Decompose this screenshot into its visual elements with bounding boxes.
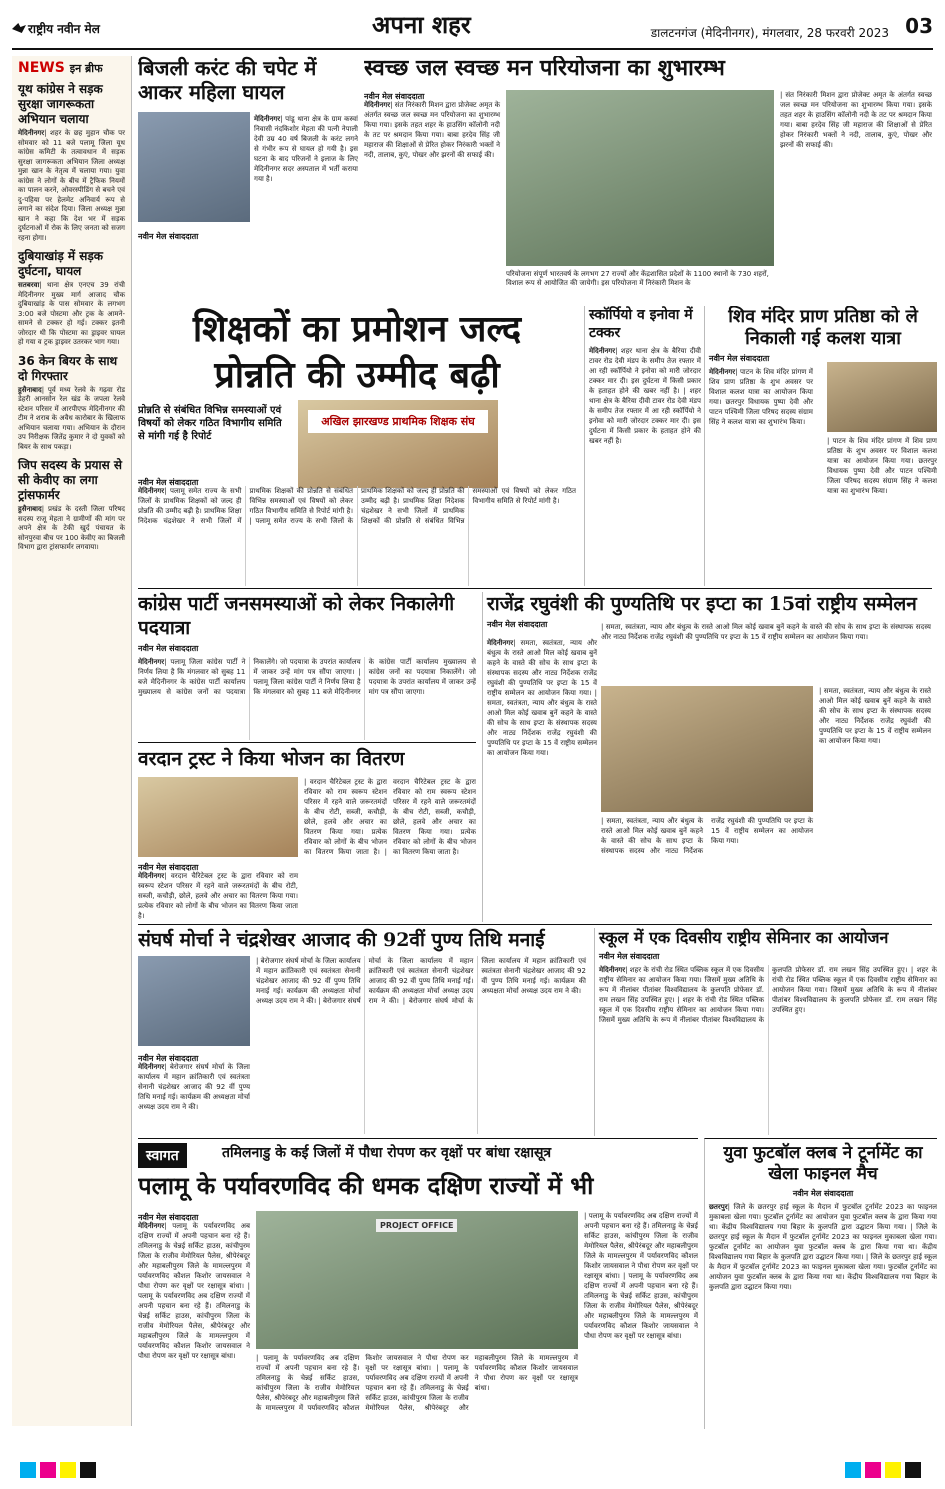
brief-item bbox=[18, 354, 125, 453]
article-seminar bbox=[594, 928, 937, 1136]
body: | पलामू के पर्यावरणविद अब दक्षिण राज्यों में अपनी पहचान बना रहे हैं। तमिलनाडु के चेन्नई सर्किट हाउस, कांचीपुरम जिला के राजीव मेमोरियल पैलेस, श्रीपेरंबदूर और महाबलीपुरम जिले के मामल्लपुरम में पर्यावरणविद कौशल किशोर जायसवाल ने पौधा रोपण कर वृक्षों पर रक्षासूत्र बांधा। bbox=[584, 1212, 698, 1280]
brief-text bbox=[18, 281, 125, 348]
body: | पाटन के शिव मंदिर प्रांगण में शिव प्राण प्रतिष्ठा के शुभ अवसर पर विशाल कलश यात्रा का आयोजन किया गया। छतरपुर विधायक पुष्पा देवी और पाटन पश्चिमी जिला परिषद सदस्य संग्राम सिंह ने कलश यात्रा का शुभारंभ किया। bbox=[827, 437, 937, 495]
article-text bbox=[487, 638, 597, 918]
brief-text bbox=[18, 386, 125, 453]
byline: नवीन मेल संवाददाता bbox=[138, 478, 199, 487]
body-cont: | पलामू के पर्यावरणविद अब दक्षिण राज्यों में अपनी पहचान बना रहे हैं। तमिलनाडु के चेन्नई सर्किट हाउस, कांचीपुरम जिला के राजीव मेमोरियल पैलेस, श्रीपेरंबदूर और महाबलीपुरम जिले के मामल्लपुरम में पर्यावरणविद कौशल किशोर जायसवाल ने पौधा रोपण कर वृक्षों पर रक्षासूत्र बांधा। bbox=[584, 1272, 698, 1340]
headline-line1: शिक्षकों का प्रमोशन जल्द bbox=[192, 308, 522, 350]
body: | बेरोजगार संघर्ष मोर्चा के जिला कार्यालय में महान क्रांतिकारी एवं स्वतंत्रता सेनानी चंद्रशेखर आजाद की 92 वीं पुण्य तिथि मनाई गई। कार्यक्रम की अध्यक्षता मोर्चा अध्यक्ष उदय राम ने की। bbox=[256, 957, 361, 1005]
photo-food-distribution bbox=[138, 777, 298, 857]
lead: मेदिनीनगर bbox=[138, 1063, 165, 1071]
kicker: तमिलनाडु के कई जिलों में पौधा रोपण कर वृक्षों पर बांधा रक्षासूत्र bbox=[222, 1145, 552, 1161]
cyan-reg-mark bbox=[20, 1462, 36, 1478]
article-text-bottom bbox=[601, 816, 813, 918]
brief-item bbox=[18, 458, 125, 553]
body: | समता, स्वतंत्रता, न्याय और बंधुत्व के रास्ते आओ मिल कोई खवाब बुनें कहने के वास्ते की सोच के साथ इप्टा के संस्थापक सदस्य और नाट्य निर्देशक राजेंद्र रघुवंशी की पुण्यतिथि पर इप्टा के 15 वें राष्ट्रीय सम्मेलन का आयोजन किया गया। bbox=[601, 623, 931, 641]
headline: बिजली करंट की चपेट में आकर महिला घायल bbox=[138, 56, 317, 104]
headline: कांग्रेस पार्टी जनसमस्याओं को लेकर निकालेगी पदयात्रा bbox=[138, 593, 455, 639]
brief-body: | शहर के छह मुहान चौक पर सोमवार को 11 बजे पलामू जिला यूथ कांग्रेस कमिटी के तत्वावधान में सड़क सुरक्षा जागरूकता अभियान जिला अध्यक्ष मुन्ना खान के नेतृत्व में चलाया गया। युवा कांग्रेस ने लोगों के बीच में ट्रैफिक नियमों का पालन करने, ओवरस्पीडिंग से बचने एवं दु-पहिया पर हेलमेट अनिवार्य रूप से लगाने का संदेश दिया। जिला अध्यक्ष मुन्ना खान ने कहा कि देश भर में सड़क दुर्घटनाओं में रोक के लिए जनता को सजग रहना होगा। bbox=[18, 129, 125, 242]
masthead bbox=[12, 8, 933, 50]
article-text bbox=[589, 346, 701, 446]
article-football bbox=[704, 1138, 937, 1429]
lead: मेदिनीनगर bbox=[709, 368, 736, 376]
byline: नवीन मेल संवाददाता bbox=[138, 644, 199, 653]
body-cont: | बेरोजगार संघर्ष मोर्चा के जिला कार्यालय में महान क्रांतिकारी एवं स्वतंत्रता सेनानी चंद्रशेखर आजाद की 92 वीं पुण्य तिथि मनाई गई। कार्यक्रम की अध्यक्षता मोर्चा अध्यक्ष उदय राम ने की। bbox=[318, 957, 474, 1005]
brief-title: जिप सदस्य के प्रयास से सी केवीए का लगा ट्रांसफार्मर bbox=[18, 458, 122, 502]
article-bijli bbox=[138, 56, 358, 301]
headline: पलामू के पर्यावरणविद की धमक दक्षिण राज्यों में भी bbox=[138, 1171, 594, 1200]
article-vardan bbox=[138, 742, 476, 923]
brief-body: | थाना क्षेत्र एनएच 39 रांची मेदिनीनगर मुख्य मार्ग आजाद चौक दुबियाखांड़ के पास सोमवार के लगभग 3:00 बजे पोस्टमा और ट्रक के आमने-सामने से टक्कर हो गई। टक्कर इतनी जोरदार थी कि पोस्टमा का ड्राइवर घायल हो गया व ट्रक ड्राइवर उतरकर भाग गया। bbox=[18, 281, 125, 346]
brief-body: | प्रखंड के दस्ती जिला परिषद सदस्य राजू मेहता ने ग्रामीणों की मांग पर अपने क्षेत्र के टेकी खुर्द पंचायत के सोनपुरवा बीच पर 100 केवीए का बिजली विभाग द्वारा ट्रांसफार्मर लगवाया। bbox=[18, 505, 125, 551]
body-cont: | शहर के रांची रोड स्थित पब्लिक स्कूल में एक दिवसीय राष्ट्रीय सेमिनार का आयोजन किया गया। जिसमें मुख्य अतिथि के रूप में नीलांबर पीतांबर विश्वविद्यालय के कुलपति प्रोफेसर डॉ. राम लखन सिंह उपस्थित हुए। bbox=[599, 966, 908, 1024]
headline-line2: प्रोन्नति की उम्मीद बढ़ी bbox=[214, 354, 500, 396]
article-scorpio bbox=[584, 306, 701, 586]
headline: शिव मंदिर प्राण प्रतिष्ठा को ले निकाली गई कलश यात्रा bbox=[728, 306, 918, 349]
article-text-right bbox=[584, 1211, 698, 1427]
body: | पलामू के पर्यावरणविद अब दक्षिण राज्यों में अपनी पहचान बना रहे हैं। तमिलनाडु के चेन्नई सर्किट हाउस, कांचीपुरम जिला के राजीव मेमोरियल पैलेस, श्रीपेरंबदूर और महाबलीपुरम जिले के मामल्लपुरम में पर्यावरणविद कौशल किशोर जायसवाल ने पौधा रोपण कर वृक्षों पर रक्षासूत्र बांधा। bbox=[256, 1354, 469, 1412]
lead: मेदिनीनगर bbox=[138, 1222, 165, 1230]
body-more: | जिले के छतरपुर हाई स्कूल के मैदान में फुटबॉल टूर्नामेंट 2023 का फाइनल मुकाबला खेला गया। फुटबॉल टूर्नामेंट का आयोजन युवा फुटबॉल क्लब के द्वारा किया गया था। केंद्रीय विश्वविद्यालय गया बिहार के कुलपति द्वारा उद्घाटन किया गया। bbox=[709, 1253, 937, 1291]
brief-lead: सतबरवा bbox=[18, 281, 40, 289]
article-azad bbox=[138, 928, 588, 1136]
byline: नवीन मेल संवाददाता bbox=[792, 1189, 854, 1198]
lead: मेदिनीनगर bbox=[138, 872, 165, 880]
body-more: | शहर के रांची रोड स्थित पब्लिक स्कूल में एक दिवसीय राष्ट्रीय सेमिनार का आयोजन किया गया। जिसमें मुख्य अतिथि के रूप में नीलांबर पीतांबर विश्वविद्यालय के कुलपति प्रोफेसर डॉ. राम लखन सिंह उपस्थित हुए। bbox=[772, 966, 937, 1014]
photo-kalash-yatra bbox=[827, 362, 937, 432]
photo-tribute bbox=[138, 956, 250, 1046]
cyan-reg-mark bbox=[845, 1462, 861, 1478]
brief-text bbox=[18, 505, 125, 553]
sidebar-header bbox=[18, 60, 125, 76]
headline: संघर्ष मोर्चा ने चंद्रशेखर आजाद की 92वीं पुण्य तिथि मनाई bbox=[138, 929, 545, 951]
byline: नवीन मेल संवाददाता bbox=[138, 1213, 199, 1222]
brief-item bbox=[18, 249, 125, 348]
lead: मेदिनीनगर bbox=[364, 101, 391, 109]
body-cont: | वरदान चैरिटेबल ट्रस्ट के द्वारा रविवार को राम स्वरूप स्टेशन परिसर में रहने वाले जरूरतमंदों के बीच रोटी, सब्जी, कचौड़ी, छोले, हलवे और अचार का वितरण किया गया। प्रत्येक रविवार को लोगों के बीच भोजन का वितरण किया जाता है। bbox=[384, 778, 476, 856]
banner-text: अखिल झारखण्ड प्राथमिक शिक्षक संघ bbox=[308, 410, 488, 433]
article-text bbox=[138, 657, 476, 740]
body: | संत निरंकारी मिशन द्वारा प्रोजेक्ट अमृत के अंतर्गत स्वच्छ जल स्वच्छ मन परियोजना का शुभारम्भ किया गया। इसके तहत शहर के हाउसिंग कॉलोनी नदी के तट पर श्रमदान किया गया। बाबा हरदेव सिंह जी महाराज की शिक्षाओं से प्रेरित होकर निरंकारी भक्तों ने नदी, तालाब, कुएं, पोखर और झरनों की सफाई की। bbox=[780, 91, 932, 149]
body: | पाटन के शिव मंदिर प्रांगण में शिव प्राण प्रतिष्ठा के शुभ अवसर पर विशाल कलश यात्रा का आयोजन किया गया। छतरपुर विधायक पुष्पा देवी और पाटन पश्चिमी जिला परिषद सदस्य संग्राम सिंह ने कलश यात्रा का शुभारंभ किया। bbox=[709, 368, 813, 426]
article-palamu bbox=[138, 1138, 698, 1429]
dateline: डालटनगंज (मेदिनीनगर), मंगलवार, 28 फरवरी 2023 bbox=[650, 26, 889, 40]
body-cont: | पलामू के पर्यावरणविद अब दक्षिण राज्यों में अपनी पहचान बना रहे हैं। तमिलनाडु के चेन्नई सर्किट हाउस, कांचीपुरम जिला के राजीव मेमोरियल पैलेस, श्रीपेरंबदूर और महाबलीपुरम जिले के मामल्लपुरम में पर्यावरणविद कौशल किशोर जायसवाल ने पौधा रोपण कर वृक्षों पर रक्षासूत्र बांधा। bbox=[138, 1282, 250, 1360]
paper-logo bbox=[12, 20, 100, 37]
headline: स्कॉर्पियो व इनोवा में टक्कर bbox=[589, 307, 693, 341]
article-text bbox=[138, 871, 298, 921]
article-raghuvanshi bbox=[482, 592, 937, 922]
page-number: 03 bbox=[905, 14, 933, 38]
brief-lead: मेदिनीनगर bbox=[18, 129, 45, 137]
deck: प्रोन्नति से संबंधित विभिन्न समस्याओं एवं विषयों को लेकर गठित विभागीय समिति से मांगी गई है रिपोर्ट bbox=[138, 405, 282, 442]
black-reg-mark bbox=[905, 1462, 921, 1478]
headline: युवा फुटबॉल क्लब ने टूर्नामेंट का खेला फाइनल मैच bbox=[723, 1143, 923, 1184]
project-office-sign: PROJECT OFFICE bbox=[376, 1219, 457, 1232]
body: | समता, स्वतंत्रता, न्याय और बंधुत्व के रास्ते आओ मिल कोई खवाब बुनें कहने के वास्ते की सोच के साथ इप्टा के संस्थापक सदस्य और नाट्य निर्देशक राजेंद्र रघुवंशी की पुण्यतिथि पर इप्टा के 15 वें राष्ट्रीय सम्मेलन का आयोजन किया गया। bbox=[601, 817, 813, 855]
bird-icon bbox=[12, 23, 26, 33]
magenta-reg-mark bbox=[865, 1462, 881, 1478]
article-text bbox=[709, 367, 813, 586]
body: | पलामू के पर्यावरणविद अब दक्षिण राज्यों में अपनी पहचान बना रहे हैं। तमिलनाडु के चेन्नई सर्किट हाउस, कांचीपुरम जिला के राजीव मेमोरियल पैलेस, श्रीपेरंबदूर और महाबलीपुरम जिले के मामल्लपुरम में पर्यावरणविद कौशल किशोर जायसवाल ने पौधा रोपण कर वृक्षों पर रक्षासूत्र बांधा। bbox=[138, 1222, 250, 1290]
brief-title: दुबियाखांड़ में सड़क दुर्घटना, घायल bbox=[18, 249, 104, 278]
article-text bbox=[138, 486, 576, 586]
kicker-bar bbox=[138, 1143, 698, 1171]
lead: मेदिनीनगर bbox=[138, 487, 165, 495]
lead: मेदिनीनगर bbox=[487, 639, 514, 647]
photo-ipta-conference bbox=[601, 686, 813, 812]
in-brief-label: इन ब्रीफ bbox=[69, 62, 103, 75]
photo-cleanup-volunteers bbox=[506, 90, 774, 266]
body-cont: | समता, स्वतंत्रता, न्याय और बंधुत्व के रास्ते आओ मिल कोई खवाब बुनें कहने के वास्ते की सोच के साथ इप्टा के संस्थापक सदस्य और नाट्य निर्देशक राजेंद्र रघुवंशी की पुण्यतिथि पर इप्टा के 15 वें राष्ट्रीय सम्मेलन का आयोजन किया गया। bbox=[487, 689, 597, 757]
body: | संत निरंकारी मिशन द्वारा प्रोजेक्ट अमृत के अंतर्गत स्वच्छ जल स्वच्छ मन परियोजना का शुभारम्भ किया गया। इसके तहत शहर के हाउसिंग कॉलोनी नदी के तट पर श्रमदान किया गया। बाबा हरदेव सिंह जी महाराज की शिक्षाओं से प्रेरित होकर निरंकारी भक्तों ने नदी, तालाब, कुएं, पोखर और झरनों की सफाई की। bbox=[364, 101, 500, 159]
article-text bbox=[364, 100, 500, 300]
body: | समता, स्वतंत्रता, न्याय और बंधुत्व के रास्ते आओ मिल कोई खवाब बुनें कहने के वास्ते की सोच के साथ इप्टा के संस्थापक सदस्य और नाट्य निर्देशक राजेंद्र रघुवंशी की पुण्यतिथि पर इप्टा के 15 वें राष्ट्रीय सम्मेलन का आयोजन किया गया। bbox=[819, 687, 931, 745]
lead: छतरपुर bbox=[709, 1203, 728, 1211]
lead: मेदिनीनगर bbox=[589, 347, 616, 355]
article-text bbox=[138, 1062, 250, 1134]
article-text bbox=[138, 1221, 250, 1427]
lead: मेदिनीनगर bbox=[599, 966, 626, 974]
brief-text bbox=[18, 129, 125, 243]
brief-lead: हुसैनाबाद bbox=[18, 505, 42, 513]
body-cont: | शहर थाना क्षेत्र के बैरिया दीवी टावर रोड देवी मंडप के समीप तेज रफ्तार में आ रही स्कॉर्पियो ने इनोवा को मारी जोरदार टक्कर मार दी। इस दुर्घटना में किसी प्रकार के हताहत होने की खबर नहीं है। bbox=[589, 387, 701, 445]
lead: मेदिनीनगर bbox=[254, 115, 281, 123]
body-cont: | पलामू जिला कांग्रेस पार्टी ने निर्णय लिया है कि मंगलवार को सुबह 11 बजे मेदिनीनगर के कांग्रेस पार्टी कार्यालय मुख्यालय से कांग्रेस जनों का पदयात्रा निकालेंगे। जो पदयात्रा के उपरांत कार्यालय में जाकर उन्हें मांग पत्र सौंपा जाएगा। bbox=[253, 658, 476, 696]
byline: नवीन मेल संवाददाता bbox=[138, 1054, 199, 1063]
body: | बेरोजगार संघर्ष मोर्चा के जिला कार्यालय में महान क्रांतिकारी एवं स्वतंत्रता सेनानी चंद्रशेखर आजाद की 92 वीं पुण्य तिथि मनाई गई। कार्यक्रम की अध्यक्षता मोर्चा अध्यक्ष उदय राम ने की। bbox=[138, 1063, 250, 1111]
body: | वरदान चैरिटेबल ट्रस्ट के द्वारा रविवार को राम स्वरूप स्टेशन परिसर में रहने वाले जरूरतमंदों के बीच रोटी, सब्जी, कचौड़ी, छोले, हलवे और अचार का वितरण किया गया। प्रत्येक रविवार को लोगों के बीच भोजन का वितरण किया जाता है। bbox=[304, 778, 387, 856]
article-text bbox=[254, 114, 358, 299]
divider bbox=[138, 588, 932, 589]
article-text-top bbox=[601, 622, 931, 682]
article-congress bbox=[138, 592, 476, 740]
brief-body: | पूर्व मध्य रेलवे के गढ़वा रोड डेहरी आनसोन रेल खंड के जपला रेलवे स्टेशन परिसर में आरपीएफ मेदिनीनगर की टीम ने शराब के अवैध कारोबार के खिलाफ अभियान चलाया गया। अभियान के दौरान उप निरीक्षक जितेंद्र कुमार ने दो युवकों को बियर के साथ पकड़ा। bbox=[18, 385, 125, 451]
body: | पलामू समेत राज्य के सभी जिलों के प्राथमिक शिक्षकों को जल्द ही प्रोन्नति की उम्मीद बढ़ी है। प्राथमिक शिक्षा निदेशक चंद्रशेखर ने सभी जिलों में प्राथमिक शिक्षकों की प्रोन्नति से संबंधित विभिन्न समस्याओं एवं विषयों को लेकर गठित विभागीय समिति से रिपोर्ट मांगी है। bbox=[138, 487, 353, 525]
black-reg-mark bbox=[80, 1462, 96, 1478]
article-swachh-jal bbox=[364, 56, 932, 301]
yellow-reg-mark bbox=[885, 1462, 901, 1478]
photo-plantation bbox=[256, 1211, 578, 1349]
article-shikshak bbox=[138, 306, 576, 586]
byline: नवीन मेल संवाददाता bbox=[599, 952, 660, 961]
byline: नवीन मेल संवाददाता bbox=[364, 92, 425, 101]
photo-teacher-union-banner bbox=[298, 400, 498, 488]
byline: नवीन मेल संवाददाता bbox=[487, 620, 548, 629]
byline: नवीन मेल संवाददाता bbox=[709, 354, 770, 363]
brief-lead: हुसैनाबाद bbox=[18, 385, 42, 394]
swagat-label: स्वागत bbox=[138, 1143, 187, 1168]
article-text-right bbox=[819, 686, 931, 918]
body-cont: | जिले के छतरपुर हाई स्कूल के मैदान में फुटबॉल टूर्नामेंट 2023 का फाइनल मुकाबला खेला गया। फुटबॉल टूर्नामेंट का आयोजन युवा फुटबॉल क्लब के द्वारा किया गया था। केंद्रीय विश्वविद्यालय गया बिहार के कुलपति द्वारा उद्घाटन किया गया। bbox=[709, 1223, 937, 1261]
photo-caption: परियोजना संपूर्ण भारतवर्ष के लगभग 27 राज्यों और केंद्रशासित प्रदेशों के 1100 स्थानों के 730 शहरों, विशाल रूप से आयोजित की जायेगी। इस परियोजना में निरंकारी मिशन के bbox=[506, 270, 769, 287]
article-shiv-mandir bbox=[704, 306, 937, 586]
article-text-bottom bbox=[256, 1353, 578, 1427]
body: | पांडू थाना क्षेत्र के ग्राम कस्वां निवासी नंदकिशोर मेहता की पत्नी नेपाली देवी उम्र 40 वर्ष बिजली के करंट लगने से गंभीर रूप से घायल हो गयी है। इस घटना के बाद परिजनों ने इलाज के लिए मेदिनीनगर सदर अस्पताल में भर्ती कराया गया है। bbox=[254, 115, 358, 183]
headline: स्कूल में एक दिवसीय राष्ट्रीय सेमिनार का आयोजन bbox=[599, 928, 889, 947]
body: | समता, स्वतंत्रता, न्याय और बंधुत्व के रास्ते आओ मिल कोई खवाब बुनें कहने के वास्ते की सोच के साथ इप्टा के संस्थापक सदस्य और नाट्य निर्देशक राजेंद्र रघुवंशी की पुण्यतिथि पर इप्टा के 15 वें राष्ट्रीय सम्मेलन का आयोजन किया गया। bbox=[487, 639, 597, 697]
news-label: NEWS bbox=[18, 60, 65, 76]
divider bbox=[138, 924, 932, 925]
body: | शहर थाना क्षेत्र के बैरिया दीवी टावर रोड देवी मंडप के समीप तेज रफ्तार में आ रही स्कॉर्पियो ने इनोवा को मारी जोरदार टक्कर मार दी। इस दुर्घटना में किसी प्रकार के हताहत होने की खबर नहीं है। bbox=[589, 347, 701, 395]
headline: वरदान ट्रस्ट ने किया भोजन का वितरण bbox=[138, 748, 405, 770]
body-cont: | पलामू के पर्यावरणविद अब दक्षिण राज्यों में अपनी पहचान बना रहे हैं। तमिलनाडु के चेन्नई सर्किट हाउस, कांचीपुरम जिला के राजीव मेमोरियल पैलेस, श्रीपेरंबदूर और महाबलीपुरम जिले के मामल्लपुरम में पर्यावरणविद कौशल किशोर जायसवाल ने पौधा रोपण कर वृक्षों पर रक्षासूत्र बांधा। bbox=[365, 1354, 578, 1412]
photo-injured-woman bbox=[138, 112, 250, 222]
section-title: अपना शहर bbox=[372, 10, 471, 39]
article-text-cont bbox=[780, 90, 932, 300]
article-text bbox=[709, 1202, 937, 1429]
byline: नवीन मेल संवाददाता bbox=[138, 863, 199, 872]
brief-title: यूथ कांग्रेस ने सड़क सुरक्षा जागरूकता अभियान चलाया bbox=[18, 82, 103, 126]
body: | पलामू जिला कांग्रेस पार्टी ने निर्णय लिया है कि मंगलवार को सुबह 11 बजे मेदिनीनगर के कांग्रेस पार्टी कार्यालय मुख्यालय से कांग्रेस जनों का पदयात्रा निकालेंगे। जो पदयात्रा के उपरांत कार्यालय में जाकर उन्हें मांग पत्र सौंपा जाएगा। bbox=[138, 658, 361, 696]
brief-title: 36 केन बियर के साथ दो गिरफ्तार bbox=[18, 353, 118, 383]
body: | शहर के रांची रोड स्थित पब्लिक स्कूल में एक दिवसीय राष्ट्रीय सेमिनार का आयोजन किया गया। जिसमें मुख्य अतिथि के रूप में नीलांबर पीतांबर विश्वविद्यालय के कुलपति प्रोफेसर डॉ. राम लखन सिंह उपस्थित हुए। bbox=[599, 966, 764, 1004]
body: | वरदान चैरिटेबल ट्रस्ट के द्वारा रविवार को राम स्वरूप स्टेशन परिसर में रहने वाले जरूरतमंदों के बीच रोटी, सब्जी, कचौड़ी, छोले, हलवे और अचार का वितरण किया गया। प्रत्येक रविवार को लोगों के बीच भोजन का वितरण किया जाता है। bbox=[138, 872, 298, 920]
lead: मेदिनीनगर bbox=[138, 658, 165, 666]
headline: स्वच्छ जल स्वच्छ मन परियोजना का शुभारम्भ bbox=[364, 56, 725, 81]
news-in-brief-sidebar bbox=[12, 56, 132, 1426]
yellow-reg-mark bbox=[60, 1462, 76, 1478]
magenta-reg-mark bbox=[40, 1462, 56, 1478]
headline: राजेंद्र रघुवंशी की पुण्यतिथि पर इप्टा का 15वां राष्ट्रीय सम्मेलन bbox=[487, 593, 917, 615]
paper-name: राष्ट्रीय नवीन मेल bbox=[28, 22, 100, 36]
article-text-cont bbox=[304, 777, 476, 921]
body: | जिले के छतरपुर हाई स्कूल के मैदान में फुटबॉल टूर्नामेंट 2023 का फाइनल मुकाबला खेला गया। फुटबॉल टूर्नामेंट का आयोजन युवा फुटबॉल क्लब के द्वारा किया गया था। केंद्रीय विश्वविद्यालय गया बिहार के कुलपति द्वारा उद्घाटन किया गया। bbox=[709, 1203, 937, 1231]
article-text bbox=[599, 965, 937, 1135]
article-text-cont bbox=[256, 956, 586, 1134]
article-text-cont bbox=[827, 436, 937, 581]
body-more: | बेरोजगार संघर्ष मोर्चा के जिला कार्यालय में महान क्रांतिकारी एवं स्वतंत्रता सेनानी चंद्रशेखर आजाद की 92 वीं पुण्य तिथि मनाई गई। कार्यक्रम की अध्यक्षता मोर्चा अध्यक्ष उदय राम ने की। bbox=[402, 957, 586, 1005]
brief-item bbox=[18, 82, 125, 243]
body-cont: | पलामू समेत राज्य के सभी जिलों के प्राथमिक शिक्षकों को जल्द ही प्रोन्नति की उम्मीद बढ़ी है। प्राथमिक शिक्षा निदेशक चंद्रशेखर ने सभी जिलों में प्राथमिक शिक्षकों की प्रोन्नति से संबंधित विभिन्न समस्याओं एवं विषयों को लेकर गठित विभागीय समिति से रिपोर्ट मांगी है। bbox=[249, 487, 576, 525]
byline: नवीन मेल संवाददाता bbox=[138, 232, 199, 241]
